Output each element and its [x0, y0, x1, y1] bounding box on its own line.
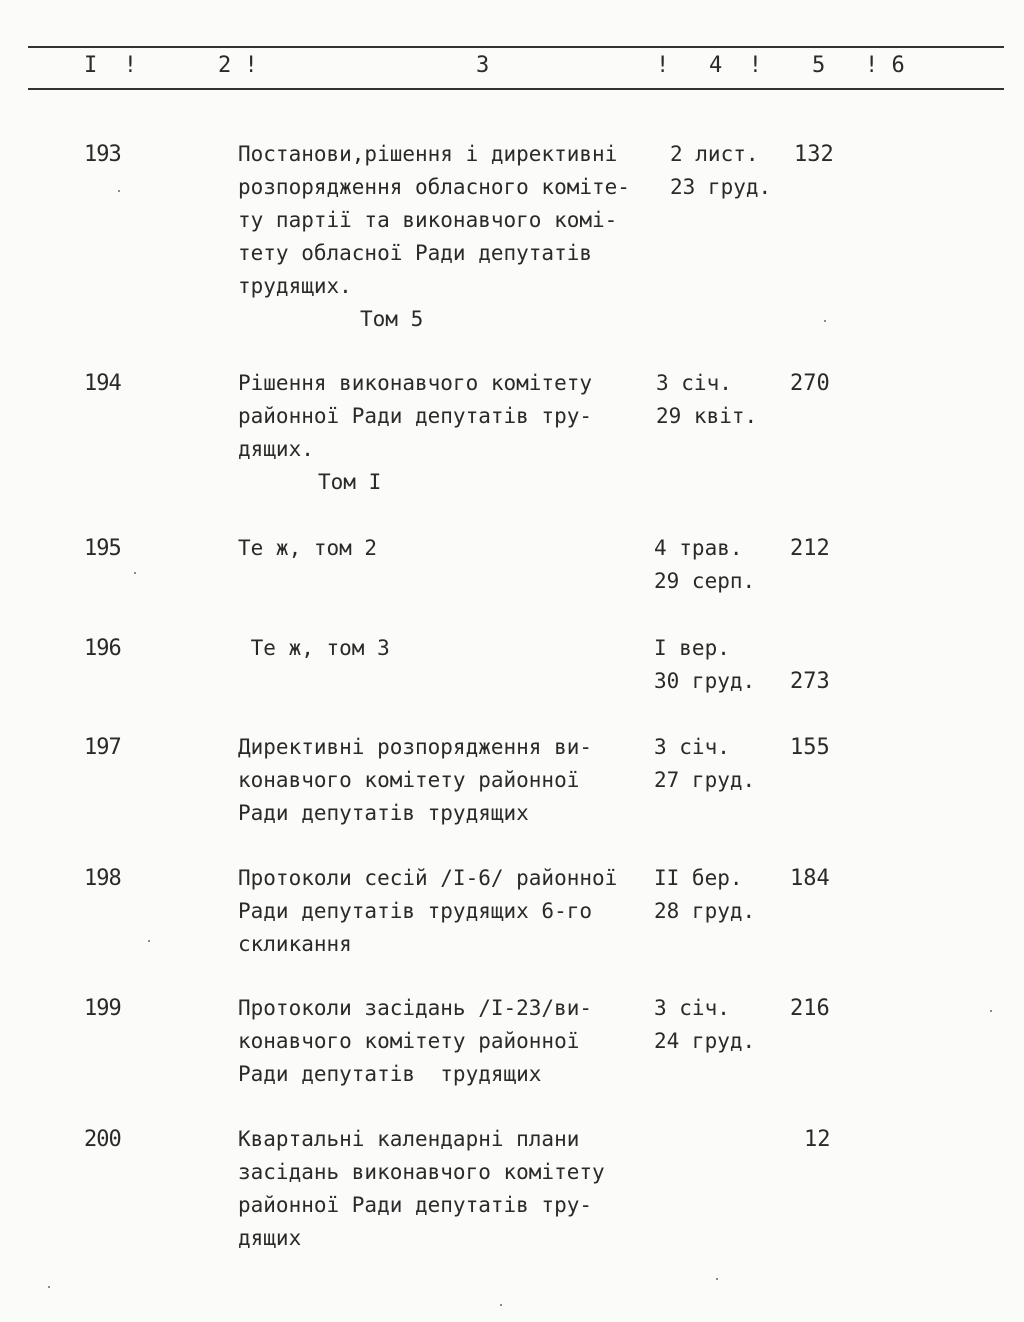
scan-speck — [716, 1278, 718, 1280]
record-title-line: Протоколи засідань /I-23/ви- — [238, 996, 593, 1020]
record-date-end: 27 груд. — [654, 768, 756, 792]
record-sheets: 12 — [804, 1127, 831, 1152]
record-date-end: 28 груд. — [654, 899, 756, 923]
header-col-5-6: 5 ! 6 — [812, 53, 905, 78]
record-sheets: 184 — [790, 866, 830, 891]
record-volume: Том I — [318, 470, 382, 494]
record-sheets: 155 — [790, 735, 830, 760]
record-date-start: 2 лист. — [670, 142, 759, 166]
record-title-line: трудящих. — [238, 274, 352, 298]
scan-speck — [990, 1010, 992, 1012]
record-title-line: Ради депутатів трудящих — [238, 1062, 542, 1086]
record-date-start: 3 січ. — [654, 735, 730, 759]
record-title-line: районної Ради депутатів тру- — [238, 1193, 593, 1217]
record-sheets: 212 — [790, 536, 830, 561]
header-col-2: 2 ! — [218, 53, 258, 78]
record-title-line: дящих. — [238, 437, 314, 461]
record-title-line: конавчого комітету районної — [238, 1029, 580, 1053]
record-sheets: 132 — [794, 142, 834, 167]
record-date-end: 29 квіт. — [656, 404, 758, 428]
record-number: 198 — [84, 866, 121, 891]
record-date-start: I вер. — [654, 636, 730, 660]
record-sheets: 273 — [790, 669, 830, 694]
scan-speck — [134, 572, 136, 574]
record-number: 195 — [84, 536, 121, 561]
record-number: 200 — [84, 1127, 121, 1152]
record-title-line: конавчого комітету районної — [238, 768, 580, 792]
record-title-line: засідань виконавчого комітету — [238, 1160, 605, 1184]
record-date-start: II бер. — [654, 866, 743, 890]
scan-speck — [48, 1286, 50, 1288]
record-title-line: Постанови,рішення і директивні — [238, 142, 618, 166]
record-number: 196 — [84, 636, 121, 661]
header-col-3: 3 — [476, 53, 490, 78]
record-title-line: Те ж, том 3 — [238, 636, 390, 660]
record-title-line: Те ж, том 2 — [238, 536, 378, 560]
record-date-end: 24 груд. — [654, 1029, 756, 1053]
record-sheets: 216 — [790, 996, 830, 1021]
header-bottom-rule — [28, 88, 1004, 90]
record-title-line: Квартальні календарні плани — [238, 1127, 580, 1151]
record-date-start: 4 трав. — [654, 536, 743, 560]
record-date-end: 29 серп. — [654, 569, 756, 593]
record-date-start: 3 січ. — [656, 371, 732, 395]
record-title-line: ту партії та виконавчого комі- — [238, 208, 618, 232]
record-date-start: 3 січ. — [654, 996, 730, 1020]
record-number: 199 — [84, 996, 121, 1021]
record-sheets: 270 — [790, 371, 830, 396]
record-title-line: тету обласної Ради депутатів — [238, 241, 593, 265]
record-title-line: Директивні розпорядження ви- — [238, 735, 593, 759]
record-number: 194 — [84, 371, 121, 396]
record-title-line: районної Ради депутатів тру- — [238, 404, 593, 428]
record-date-end: 23 груд. — [670, 175, 772, 199]
record-volume: Том 5 — [360, 307, 424, 331]
scan-speck — [118, 190, 120, 192]
header-col-4: ! 4 ! — [656, 53, 762, 78]
record-title-line: Ради депутатів трудящих — [238, 801, 529, 825]
record-title-line: Ради депутатів трудящих 6-го — [238, 899, 593, 923]
record-date-end: 30 груд. — [654, 669, 756, 693]
record-title-line: скликання — [238, 932, 352, 956]
header-top-rule — [28, 46, 1004, 48]
scan-speck — [148, 940, 150, 942]
record-number: 197 — [84, 735, 121, 760]
scan-speck — [500, 1304, 502, 1306]
header-col-1: I ! — [84, 53, 137, 78]
record-title-line: Рішення виконавчого комітету — [238, 371, 593, 395]
scan-speck — [824, 320, 826, 322]
record-title-line: дящих — [238, 1226, 302, 1250]
record-title-line: Протоколи сесій /I-6/ районної — [238, 866, 618, 890]
record-title-line: розпорядження обласного коміте- — [238, 175, 630, 199]
record-number: 193 — [84, 142, 121, 167]
